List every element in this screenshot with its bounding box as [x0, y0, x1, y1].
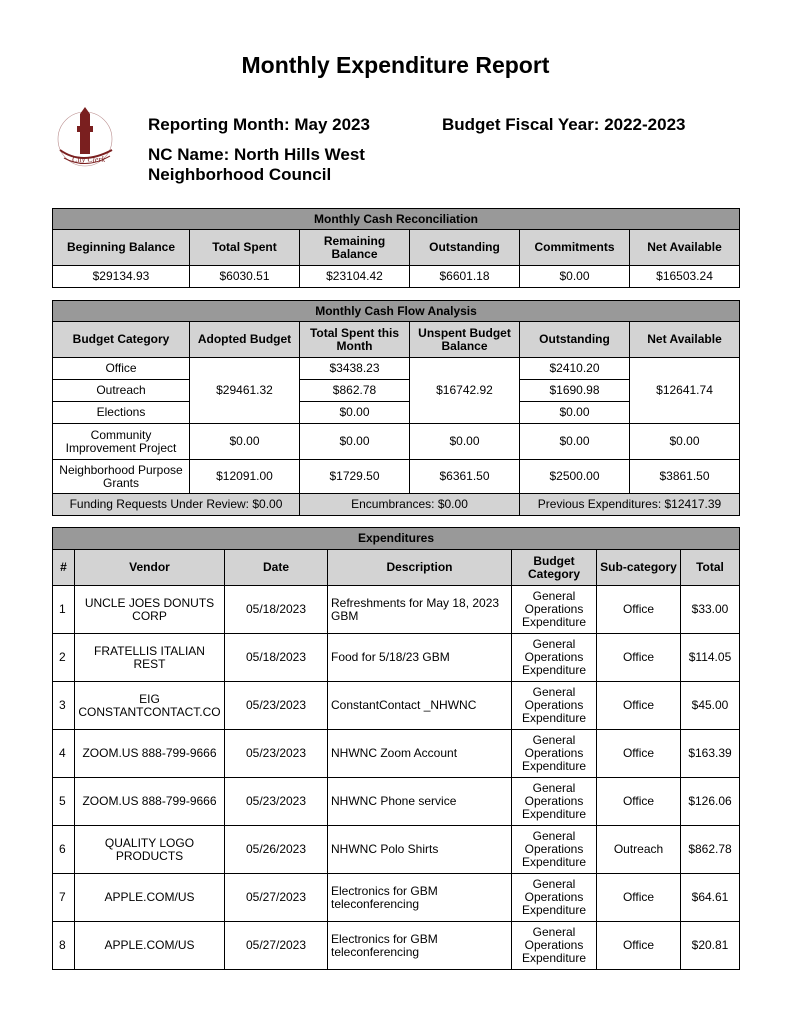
- date-cell: 05/18/2023: [225, 634, 328, 682]
- budget-category-cell: General Operations Expenditure: [512, 730, 597, 778]
- cash-reconciliation-caption: Monthly Cash Reconciliation: [53, 209, 740, 230]
- description-cell: Electronics for GBM teleconferencing: [328, 874, 512, 922]
- table-row: [53, 922, 740, 970]
- row-number: 2: [53, 634, 75, 682]
- col-budget-category: Budget Category: [53, 322, 190, 358]
- cash-flow-footer: [53, 494, 740, 516]
- date-cell: 05/23/2023: [225, 730, 328, 778]
- nc-name-line1: NC Name: North Hills West: [148, 145, 365, 164]
- row-number: 5: [53, 778, 75, 826]
- table-row: [53, 826, 740, 874]
- cash-flow-row-cip: [53, 424, 740, 460]
- row-number: 8: [53, 922, 75, 970]
- outstanding-cell: $0.00: [520, 402, 630, 424]
- total-cell: $20.81: [681, 922, 740, 970]
- row-number: 4: [53, 730, 75, 778]
- category-cell: Outreach: [53, 380, 190, 402]
- svg-text:City Clerk: City Clerk: [72, 155, 106, 164]
- col-budget-category: Budget Category: [512, 550, 597, 586]
- outstanding-value: $6601.18: [410, 266, 520, 288]
- group-unspent-balance: $16742.92: [410, 358, 520, 424]
- date-cell: 05/26/2023: [225, 826, 328, 874]
- vendor-cell: ZOOM.US 888-799-9666: [75, 778, 225, 826]
- outstanding-cell: $0.00: [520, 424, 630, 460]
- budget-category-cell: General Operations Expenditure: [512, 778, 597, 826]
- total-cell: $114.05: [681, 634, 740, 682]
- description-cell: NHWNC Phone service: [328, 778, 512, 826]
- sub-category-cell: Office: [597, 874, 681, 922]
- vendor-cell: FRATELLIS ITALIAN REST: [75, 634, 225, 682]
- outstanding-cell: $2500.00: [520, 460, 630, 494]
- col-beginning-balance: Beginning Balance: [53, 230, 190, 266]
- col-commitments: Commitments: [520, 230, 630, 266]
- net-cell: $0.00: [630, 424, 740, 460]
- sub-category-cell: Office: [597, 682, 681, 730]
- row-number: 7: [53, 874, 75, 922]
- total-cell: $33.00: [681, 586, 740, 634]
- description-cell: Food for 5/18/23 GBM: [328, 634, 512, 682]
- total-cell: $862.78: [681, 826, 740, 874]
- previous-expenditures: Previous Expenditures: $12417.39: [520, 494, 740, 516]
- sub-category-cell: Outreach: [597, 826, 681, 874]
- budget-category-cell: General Operations Expenditure: [512, 586, 597, 634]
- total-spent-value: $6030.51: [190, 266, 300, 288]
- net-available-value: $16503.24: [630, 266, 740, 288]
- description-cell: Electronics for GBM teleconferencing: [328, 922, 512, 970]
- group-net-available: $12641.74: [630, 358, 740, 424]
- table-row: [53, 730, 740, 778]
- cash-flow-table: [52, 300, 740, 516]
- report-title: Monthly Expenditure Report: [241, 52, 550, 78]
- expenditures-caption: Expenditures: [53, 528, 740, 550]
- cash-flow-caption: Monthly Cash Flow Analysis: [53, 301, 740, 322]
- col-outstanding: Outstanding: [410, 230, 520, 266]
- adopted-cell: $0.00: [190, 424, 300, 460]
- description-cell: NHWNC Zoom Account: [328, 730, 512, 778]
- spent-cell: $0.00: [300, 424, 410, 460]
- beginning-balance-value: $29134.93: [53, 266, 190, 288]
- vendor-cell: UNCLE JOES DONUTS CORP: [75, 586, 225, 634]
- col-sub-category: Sub-category: [597, 550, 681, 586]
- col-adopted-budget: Adopted Budget: [190, 322, 300, 358]
- date-cell: 05/27/2023: [225, 922, 328, 970]
- budget-category-cell: General Operations Expenditure: [512, 874, 597, 922]
- date-cell: 05/23/2023: [225, 778, 328, 826]
- sub-category-cell: Office: [597, 586, 681, 634]
- expenditures-table: [52, 527, 740, 970]
- total-cell: $126.06: [681, 778, 740, 826]
- col-unspent-budget: Unspent Budget Balance: [410, 322, 520, 358]
- row-number: 1: [53, 586, 75, 634]
- funding-requests-under-review: Funding Requests Under Review: $0.00: [53, 494, 300, 516]
- net-cell: $3861.50: [630, 460, 740, 494]
- table-row: [53, 682, 740, 730]
- total-cell: $163.39: [681, 730, 740, 778]
- vendor-cell: EIG CONSTANTCONTACT.CO: [75, 682, 225, 730]
- budget-category-cell: General Operations Expenditure: [512, 634, 597, 682]
- cash-flow-row-npg: [53, 460, 740, 494]
- col-net-available: Net Available: [630, 322, 740, 358]
- vendor-cell: APPLE.COM/US: [75, 874, 225, 922]
- col-number: #: [53, 550, 75, 586]
- table-row: [53, 586, 740, 634]
- category-cell: Neighborhood Purpose Grants: [53, 460, 190, 494]
- vendor-cell: APPLE.COM/US: [75, 922, 225, 970]
- reporting-month: Reporting Month: May 2023: [148, 115, 370, 134]
- nc-name: [148, 145, 365, 185]
- col-vendor: Vendor: [75, 550, 225, 586]
- cash-flow-row-office: [53, 358, 740, 380]
- row-number: 6: [53, 826, 75, 874]
- nc-name-line2: Neighborhood Council: [148, 165, 332, 184]
- outstanding-cell: $2410.20: [520, 358, 630, 380]
- vendor-cell: QUALITY LOGO PRODUCTS: [75, 826, 225, 874]
- col-total-spent: Total Spent: [190, 230, 300, 266]
- table-row: [53, 778, 740, 826]
- group-adopted-budget: $29461.32: [190, 358, 300, 424]
- col-remaining-balance: Remaining Balance: [300, 230, 410, 266]
- adopted-cell: $12091.00: [190, 460, 300, 494]
- budget-category-cell: General Operations Expenditure: [512, 922, 597, 970]
- remaining-balance-value: $23104.42: [300, 266, 410, 288]
- cash-reconciliation-table: [52, 208, 740, 288]
- description-cell: NHWNC Polo Shirts: [328, 826, 512, 874]
- col-outstanding: Outstanding: [520, 322, 630, 358]
- table-row: [53, 634, 740, 682]
- col-net-available: Net Available: [630, 230, 740, 266]
- total-cell: $45.00: [681, 682, 740, 730]
- col-total: Total: [681, 550, 740, 586]
- budget-category-cell: General Operations Expenditure: [512, 826, 597, 874]
- city-clerk-seal-logo: [52, 106, 122, 176]
- date-cell: 05/23/2023: [225, 682, 328, 730]
- spent-cell: $0.00: [300, 402, 410, 424]
- spent-cell: $862.78: [300, 380, 410, 402]
- description-cell: Refreshments for May 18, 2023 GBM: [328, 586, 512, 634]
- description-cell: ConstantContact _NHWNC: [328, 682, 512, 730]
- row-number: 3: [53, 682, 75, 730]
- unspent-cell: $6361.50: [410, 460, 520, 494]
- encumbrances: Encumbrances: $0.00: [300, 494, 520, 516]
- category-cell: Office: [53, 358, 190, 380]
- category-cell: Elections: [53, 402, 190, 424]
- date-cell: 05/27/2023: [225, 874, 328, 922]
- sub-category-cell: Office: [597, 634, 681, 682]
- budget-category-cell: General Operations Expenditure: [512, 682, 597, 730]
- total-cell: $64.61: [681, 874, 740, 922]
- sub-category-cell: Office: [597, 730, 681, 778]
- col-date: Date: [225, 550, 328, 586]
- col-description: Description: [328, 550, 512, 586]
- commitments-value: $0.00: [520, 266, 630, 288]
- date-cell: 05/18/2023: [225, 586, 328, 634]
- outstanding-cell: $1690.98: [520, 380, 630, 402]
- table-row: [53, 874, 740, 922]
- spent-cell: $1729.50: [300, 460, 410, 494]
- budget-fiscal-year: Budget Fiscal Year: 2022-2023: [442, 115, 686, 134]
- sub-category-cell: Office: [597, 778, 681, 826]
- vendor-cell: ZOOM.US 888-799-9666: [75, 730, 225, 778]
- sub-category-cell: Office: [597, 922, 681, 970]
- spent-cell: $3438.23: [300, 358, 410, 380]
- col-total-spent-month: Total Spent this Month: [300, 322, 410, 358]
- category-cell: Community Improvement Project: [53, 424, 190, 460]
- unspent-cell: $0.00: [410, 424, 520, 460]
